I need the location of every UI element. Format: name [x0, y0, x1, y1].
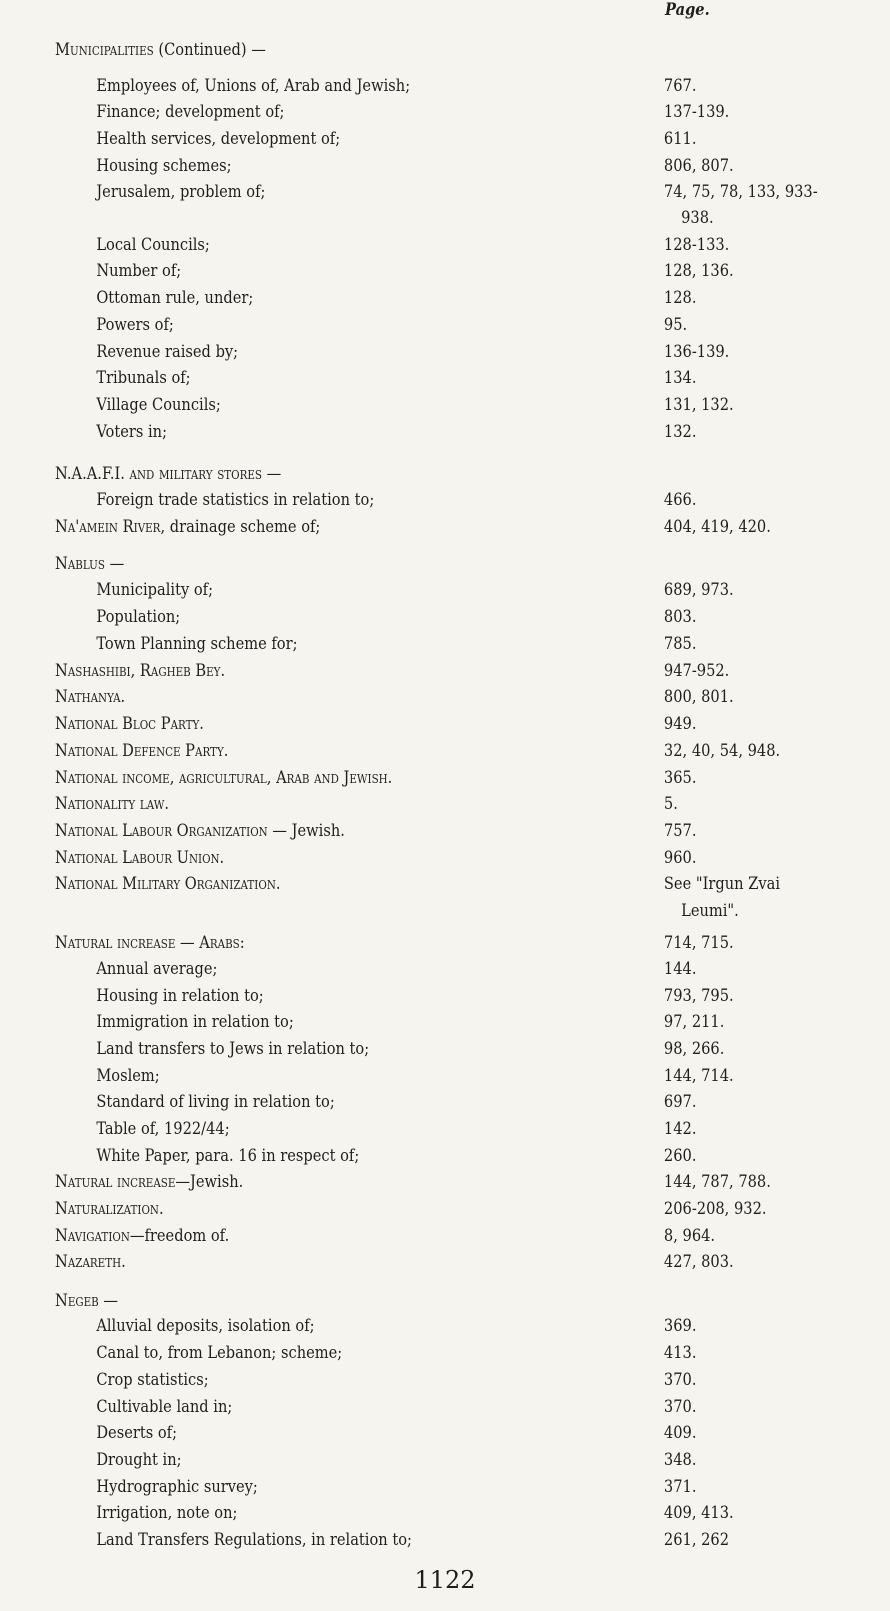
entry-page-refs: 413. — [663, 1343, 697, 1363]
index-entry — [0, 1313, 765, 1339]
index-entry — [0, 1196, 765, 1222]
entry-term — [55, 1169, 243, 1195]
entry-term — [96, 1447, 181, 1473]
index-entry — [0, 1340, 765, 1366]
entry-subject: Deserts of; — [96, 1423, 178, 1443]
index-entry — [0, 871, 781, 897]
entry-term — [55, 818, 345, 844]
entry-page-refs: 74, 75, 78, 133, 933- — [663, 182, 818, 202]
index-entry — [0, 205, 765, 231]
entry-subject: Jerusalem, problem of; — [96, 182, 266, 202]
entry-subject: Village Councils; — [96, 395, 221, 415]
entry-term — [96, 258, 181, 284]
entry-page-refs: 369. — [663, 1316, 697, 1336]
entry-subject: Annual average; — [96, 959, 218, 979]
entry-subject: Ottoman rule, under; — [96, 288, 254, 308]
entry-heading: Nablus — — [55, 554, 125, 574]
index-entry — [0, 312, 765, 338]
entry-page-refs: 134. — [663, 368, 697, 388]
index-entry — [0, 1474, 765, 1500]
entry-term — [55, 551, 124, 577]
entry-subject: , drainage scheme of; — [160, 517, 321, 537]
index-entry — [0, 285, 765, 311]
index-entry — [0, 551, 765, 577]
entry-heading: Navigation — [55, 1226, 130, 1246]
index-entry — [0, 711, 765, 737]
entry-heading: Nazareth. — [55, 1252, 126, 1272]
index-entry — [0, 818, 765, 844]
index-entry — [0, 1089, 765, 1115]
index-entry — [0, 1367, 765, 1393]
entry-page-refs: 144, 714. — [663, 1066, 734, 1086]
entry-subject: Revenue raised by; — [96, 342, 239, 362]
entry-term — [96, 1143, 359, 1169]
entry-heading: National income, agricultural, Arab and Jewish. — [55, 768, 393, 788]
index-entry — [0, 73, 765, 99]
entry-page-refs: 8, 964. — [663, 1226, 716, 1246]
entry-page-refs: 466. — [663, 490, 697, 510]
entry-subject: Alluvial deposits, isolation of; — [96, 1316, 315, 1336]
entry-term — [96, 1313, 314, 1339]
entry-heading: National Bloc Party. — [55, 714, 204, 734]
entry-page-refs: 370. — [663, 1397, 697, 1417]
entry-page-refs: 611. — [663, 129, 697, 149]
entry-term — [96, 1009, 293, 1035]
index-entry — [0, 153, 765, 179]
entry-term — [96, 285, 253, 311]
entry-heading: Nathanya. — [55, 687, 126, 707]
entry-heading: National Defence Party. — [55, 741, 229, 761]
entry-page-refs: 132. — [663, 422, 697, 442]
entry-term — [96, 1394, 232, 1420]
entry-heading: Natural increase — [55, 1172, 176, 1192]
entry-page-refs: 757. — [663, 821, 697, 841]
entry-term — [96, 339, 238, 365]
entry-page-refs: 128, 136. — [663, 261, 734, 281]
entry-term — [55, 684, 125, 710]
entry-term — [96, 1500, 237, 1526]
entry-term — [96, 1036, 369, 1062]
entry-term — [55, 1196, 164, 1222]
entry-term — [55, 1288, 118, 1314]
entry-page-refs: 793, 795. — [663, 986, 734, 1006]
entry-page-refs: 206-208, 932. — [663, 1199, 767, 1219]
entry-subject: —Jewish. — [175, 1172, 244, 1192]
entry-term — [96, 419, 167, 445]
entry-page-refs: 409, 413. — [663, 1503, 734, 1523]
index-entry — [0, 1143, 765, 1169]
entry-term — [96, 1367, 208, 1393]
page-column-header: Page. — [665, 0, 710, 20]
index-entry — [0, 179, 818, 205]
entry-page-refs: 144, 787, 788. — [663, 1172, 771, 1192]
entry-term — [96, 179, 265, 205]
index-entry — [0, 604, 765, 630]
entry-subject: Health services, development of; — [96, 129, 341, 149]
entry-subject: Employees of, Unions of, Arab and Jewish; — [96, 76, 411, 96]
entry-term — [96, 631, 297, 657]
entry-subject: Cultivable land in; — [96, 1397, 233, 1417]
entry-page-refs: 136-139. — [663, 342, 730, 362]
entry-term — [55, 791, 169, 817]
entry-page-refs: 370. — [663, 1370, 697, 1390]
entry-heading: National Labour Union. — [55, 848, 225, 868]
entry-term — [96, 1420, 177, 1446]
entry-page-refs: 348. — [663, 1450, 697, 1470]
entry-term — [96, 577, 213, 603]
entry-term — [55, 871, 280, 897]
index-entry — [0, 258, 765, 284]
index-entry — [0, 126, 765, 152]
entry-subject: —freedom of. — [129, 1226, 230, 1246]
entry-term — [96, 1116, 229, 1142]
entry-term — [55, 461, 281, 487]
entry-page-refs: 142. — [663, 1119, 697, 1139]
entry-subject: — Jewish. — [267, 821, 345, 841]
entry-subject: White Paper, para. 16 in respect of; — [96, 1146, 360, 1166]
entry-term — [96, 1063, 159, 1089]
index-entry — [0, 514, 771, 540]
entry-subject: Canal to, from Lebanon; scheme; — [96, 1343, 343, 1363]
entry-heading: Na'amein River — [55, 517, 161, 537]
entry-page-refs: See "Irgun Zvai — [663, 874, 781, 894]
entry-page-refs: 806, 807. — [663, 156, 734, 176]
entry-subject: Municipality of; — [96, 580, 214, 600]
index-entry — [0, 845, 765, 871]
entry-subject: Population; — [96, 607, 181, 627]
entry-term — [55, 514, 320, 540]
index-entry — [0, 631, 765, 657]
entry-page-refs: 261, 262 — [663, 1530, 730, 1550]
entry-page-refs: 260. — [663, 1146, 697, 1166]
entry-page-refs: 803. — [663, 607, 697, 627]
entry-term — [55, 738, 228, 764]
entry-term — [55, 930, 245, 956]
entry-subject: Table of, 1922/44; — [96, 1119, 230, 1139]
entry-term — [55, 658, 225, 684]
index-entry — [0, 1420, 765, 1446]
entry-page-refs: 371. — [663, 1477, 697, 1497]
index-entry — [0, 1249, 765, 1275]
entry-heading: Nashashibi, Ragheb Bey. — [55, 661, 226, 681]
index-entry — [0, 1223, 765, 1249]
index-entry — [0, 1169, 771, 1195]
entry-page-refs: 960. — [663, 848, 697, 868]
entry-subject: Hydrographic survey; — [96, 1477, 258, 1497]
index-entry — [0, 487, 765, 513]
entry-term — [55, 1249, 126, 1275]
entry-page-refs: 689, 973. — [663, 580, 734, 600]
index-entry — [0, 930, 765, 956]
entry-term — [96, 73, 410, 99]
index-entry — [0, 577, 765, 603]
entry-subject: Finance; development of; — [96, 102, 285, 122]
entry-page-refs: 714, 715. — [663, 933, 734, 953]
entry-page-refs: 427, 803. — [663, 1252, 734, 1272]
entry-page-refs: 404, 419, 420. — [663, 517, 771, 537]
entry-page-refs: 365. — [663, 768, 697, 788]
entry-term — [96, 365, 190, 391]
entry-term — [96, 1527, 412, 1553]
entry-term — [55, 37, 266, 63]
entry-subject: Voters in; — [96, 422, 168, 442]
index-entry — [0, 791, 765, 817]
index-entry — [0, 365, 765, 391]
entry-term — [55, 711, 204, 737]
entry-page-refs: 947-952. — [663, 661, 730, 681]
entry-term — [96, 1340, 342, 1366]
index-entry — [0, 898, 765, 924]
index-entry — [0, 684, 765, 710]
entry-term — [55, 845, 224, 871]
entry-page-refs: 131, 132. — [663, 395, 734, 415]
entry-heading: Negeb — — [55, 1291, 118, 1311]
entry-page-refs: 97, 211. — [663, 1012, 725, 1032]
index-entry — [0, 1527, 765, 1553]
index-entry — [0, 1063, 765, 1089]
entry-subject: Local Councils; — [96, 235, 210, 255]
entry-term — [96, 983, 263, 1009]
entry-subject: Land Transfers Regulations, in relation to; — [96, 1530, 412, 1550]
entry-page-refs: 409. — [663, 1423, 697, 1443]
index-entry — [0, 1036, 765, 1062]
entry-page-refs: 800, 801. — [663, 687, 734, 707]
entry-heading: Nationality law. — [55, 794, 170, 814]
entry-subject: Irrigation, note on; — [96, 1503, 238, 1523]
entry-heading: N.A.A.F.I. and military stores — — [55, 464, 282, 484]
entry-subject: (Continued) — — [153, 40, 266, 60]
index-entry — [0, 1288, 765, 1314]
index-entry — [0, 1447, 765, 1473]
entry-page-refs: 95. — [663, 315, 688, 335]
entry-term — [96, 1474, 258, 1500]
entry-term — [96, 604, 180, 630]
entry-term — [96, 153, 231, 179]
index-entry — [0, 765, 765, 791]
entry-term — [55, 765, 392, 791]
index-entry — [0, 37, 765, 63]
entry-subject: Drought in; — [96, 1450, 182, 1470]
entry-heading: Naturalization. — [55, 1199, 164, 1219]
index-entry — [0, 1394, 765, 1420]
entry-subject: Powers of; — [96, 315, 174, 335]
index-entry — [0, 1009, 765, 1035]
index-entry — [0, 419, 765, 445]
entry-page-refs: 697. — [663, 1092, 697, 1112]
index-entry — [0, 392, 765, 418]
entry-page-refs: 767. — [663, 76, 697, 96]
entry-term — [96, 392, 220, 418]
entry-term — [96, 126, 340, 152]
entry-subject: Tribunals of; — [96, 368, 191, 388]
entry-heading: Municipalities — [55, 40, 154, 60]
entry-page-refs: 128-133. — [663, 235, 730, 255]
entry-page-refs: 128. — [663, 288, 697, 308]
entry-subject: Number of; — [96, 261, 182, 281]
entry-page-refs: 938. — [681, 208, 714, 228]
entry-subject: Town Planning scheme for; — [96, 634, 298, 654]
entry-subject: Immigration in relation to; — [96, 1012, 294, 1032]
entry-subject: Housing in relation to; — [96, 986, 264, 1006]
entry-term — [96, 1089, 334, 1115]
entry-term — [96, 312, 173, 338]
entry-page-refs: 144. — [663, 959, 697, 979]
index-entry — [0, 983, 765, 1009]
entry-heading: National Labour Organization — [55, 821, 268, 841]
entry-page-refs: 98, 266. — [663, 1039, 725, 1059]
index-entry — [0, 339, 765, 365]
entry-subject: Land transfers to Jews in relation to; — [96, 1039, 370, 1059]
entry-subject: Crop statistics; — [96, 1370, 209, 1390]
entry-page-refs: 5. — [663, 794, 678, 814]
entry-page-refs: 949. — [663, 714, 697, 734]
entry-subject: Foreign trade statistics in relation to; — [96, 490, 375, 510]
entry-heading: Natural increase — Arabs: — [55, 933, 245, 953]
entry-page-refs: 785. — [663, 634, 697, 654]
entry-term — [55, 1223, 229, 1249]
index-entry — [0, 738, 781, 764]
index-entry — [0, 99, 765, 125]
index-entry — [0, 232, 765, 258]
entry-term — [96, 956, 217, 982]
entry-page-refs: 32, 40, 54, 948. — [663, 741, 781, 761]
index-entry — [0, 461, 765, 487]
page-number: 1122 — [414, 1566, 476, 1594]
entry-term — [96, 99, 284, 125]
entry-page-refs: Leumi". — [681, 901, 739, 921]
entry-page-refs: 137-139. — [663, 102, 730, 122]
entry-term — [96, 232, 210, 258]
entry-subject: Moslem; — [96, 1066, 160, 1086]
entry-subject: Standard of living in relation to; — [96, 1092, 335, 1112]
index-entry — [0, 1500, 765, 1526]
entry-heading: National Military Organization. — [55, 874, 281, 894]
index-entry — [0, 1116, 765, 1142]
index-entry — [0, 658, 765, 684]
index-entry — [0, 956, 765, 982]
entry-term — [96, 487, 374, 513]
entry-subject: Housing schemes; — [96, 156, 232, 176]
